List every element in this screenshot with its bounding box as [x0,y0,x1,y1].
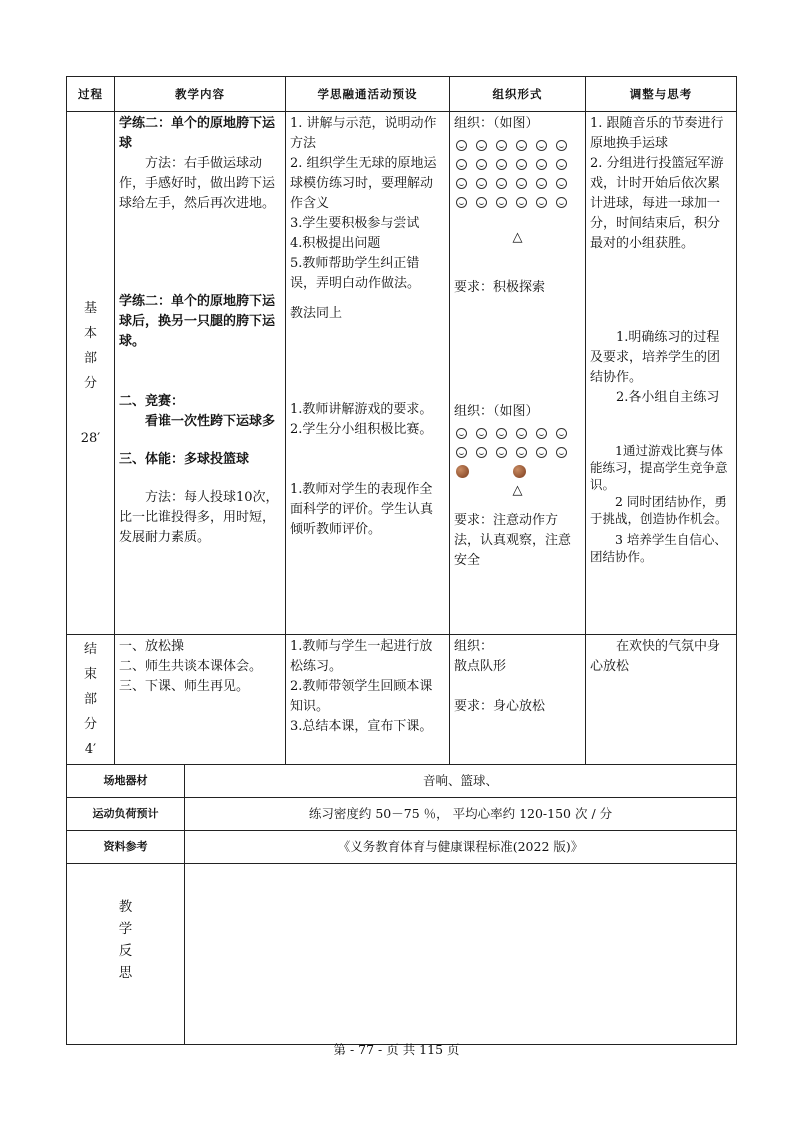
load-value: 练习密度约 50－75 ％， 平均心率约 120-150 次 / 分 [185,798,737,831]
student-icon [536,159,547,170]
activity-4: 4.积极提出问题 [290,236,381,251]
formation-diagram-2 [454,424,581,481]
header-process: 过程 [67,77,115,112]
formation-diagram-1 [454,136,581,212]
ball-row [454,462,581,481]
student-icon [456,447,467,458]
student-icon [516,447,527,458]
activity-2: 2. 组织学生无球的原地运球模仿练习时，要理解动作含义 [290,156,437,211]
org-label-2: 组织：（如图） [454,404,539,419]
formation-row [454,174,581,193]
student-icon [496,178,507,189]
student-icon [516,178,527,189]
student-icon [456,178,467,189]
equipment-value: 音响、篮球、 [185,765,737,798]
load-row [67,798,737,831]
end-organization-cell [450,635,586,765]
end-content-1: 一、放松操 [119,639,185,654]
main-section-label: 基 本 部 分 28′ [67,112,115,635]
student-icon [496,447,507,458]
student-icon [556,178,567,189]
drill-title-2: 学练二：单个的原地胯下运球后，换另一只腿的胯下运球。 [119,294,276,349]
student-icon [556,140,567,151]
adjust-5: 1通过游戏比赛与体能练习，提高学生竞争意识。 [590,443,728,492]
student-icon [476,140,487,151]
footer-table [66,764,737,1045]
drill-method-1: 方法：右手做运球动作，手感好时，做出跨下运球给左手，然后再次进地。 [119,156,276,211]
end-activity-1: 1.教师与学生一起进行放松练习。 [290,639,433,674]
activity-6: 教法同上 [290,306,343,321]
main-activity-cell [286,112,450,635]
adjust-6: 2 同时团结协作，勇于挑战，创造协作机会。 [590,494,728,526]
reference-value: 《义务教育体育与健康课程标准(2022 版)》 [185,831,737,864]
activity-eval: 1.教师对学生的表现作全面科学的评价。学生认真倾听教师评价。 [290,482,434,537]
student-icon [476,159,487,170]
end-org-formation: 散点队形 [454,659,507,674]
student-icon [476,178,487,189]
reference-label: 资料参考 [67,831,185,864]
fitness-title: 三、体能：多球投篮球 [119,452,250,467]
end-activity-3: 3.总结本课，宣布下课。 [290,719,433,734]
reflection-row [67,864,737,1045]
activity-1: 1. 讲解与示范，说明动作方法 [290,116,437,151]
load-label: 运动负荷预计 [67,798,185,831]
equipment-row [67,765,737,798]
page-number: 第 - 77 - 页 共 115 页 [333,1042,460,1057]
end-org-requirement: 要求：身心放松 [454,699,546,714]
main-organization-cell [450,112,586,635]
org-label-1: 组织：（如图） [454,116,539,131]
main-content-cell [115,112,286,635]
adjust-1: 1. 跟随音乐的节奏进行原地换手运球 [590,116,724,151]
student-icon [536,140,547,151]
drill-title-1: 学练二：单个的原地胯下运球 [119,116,276,151]
equipment-label: 场地器材 [67,765,185,798]
student-icon [516,159,527,170]
student-icon [496,428,507,439]
student-icon [456,428,467,439]
fitness-method: 方法：每人投球10次，比一比谁投得多，用时短，发展耐力素质。 [119,490,279,545]
adjust-4: 2.各小组自主练习 [616,390,720,405]
lesson-plan-table [66,76,737,765]
student-icon [556,428,567,439]
end-activity-cell [286,635,450,765]
header-adjustment: 调整与思考 [586,77,737,112]
student-icon [456,140,467,151]
student-icon [536,197,547,208]
student-icon [516,428,527,439]
competition-title: 二、竞赛： [119,394,185,409]
activity-game-2: 2.学生分小组积极比赛。 [290,422,433,437]
basketball-icon [513,465,526,478]
formation-row [454,155,581,174]
student-icon [456,159,467,170]
end-org-label: 组织： [454,639,494,654]
header-content: 教学内容 [115,77,286,112]
activity-5: 5.教师帮助学生纠正错误，弄明白动作做法。 [290,256,421,291]
formation-row [454,424,581,443]
end-content-2: 二、师生共谈本课体会。 [119,659,263,674]
student-icon [536,447,547,458]
student-icon [536,178,547,189]
teacher-triangle-icon: △ [512,230,523,245]
end-activity-2: 2.教师带领学生回顾本课知识。 [290,679,433,714]
end-part-row [67,635,737,765]
formation-row [454,443,581,462]
student-icon [456,197,467,208]
header-activity: 学思融通活动预设 [286,77,450,112]
basketball-icon [456,465,469,478]
activity-game-1: 1.教师讲解游戏的要求。 [290,402,433,417]
end-adjust: 在欢快的气氛中身心放松 [590,639,721,674]
student-icon [536,428,547,439]
student-icon [496,159,507,170]
student-icon [556,447,567,458]
student-icon [556,159,567,170]
student-icon [496,197,507,208]
student-icon [516,140,527,151]
org-requirement-2: 要求：注意动作方法，认真观察，注意安全 [454,513,572,568]
header-row [67,77,737,112]
reflection-value [185,864,737,1045]
lesson-plan-sheet [66,76,736,1045]
end-adjust-cell [586,635,737,765]
main-adjust-cell [586,112,737,635]
org-requirement-1: 要求：积极探索 [454,280,546,295]
activity-3: 3.学生要积极参与尝试 [290,216,420,231]
adjust-2: 2. 分组进行投篮冠军游戏，计时开始后依次累计进球，每进一球加一分，时间结束后，积分最对的小组获胜。 [590,156,724,251]
adjust-7: 3 培养学生自信心、团结协作。 [590,532,727,564]
end-section-label: 结 束 部 分 4′ [67,635,115,765]
reflection-label: 教 学 反 思 [67,864,185,1045]
end-content-3: 三、下课、师生再见。 [119,679,250,694]
student-icon [476,428,487,439]
end-content-cell [115,635,286,765]
student-icon [496,140,507,151]
teacher-triangle-icon: △ [512,483,523,498]
formation-row [454,136,581,155]
adjust-3: 1.明确练习的过程及要求，培养学生的团结协作。 [590,330,721,385]
main-section-time: 28′ [80,430,101,446]
student-icon [476,197,487,208]
formation-row [454,193,581,212]
student-icon [476,447,487,458]
reference-row [67,831,737,864]
student-icon [516,197,527,208]
header-organization: 组织形式 [450,77,586,112]
main-part-row [67,112,737,635]
student-icon [556,197,567,208]
end-section-time: 4′ [84,742,97,757]
competition-sub: 看谁一次性跨下运球多 [145,414,276,429]
